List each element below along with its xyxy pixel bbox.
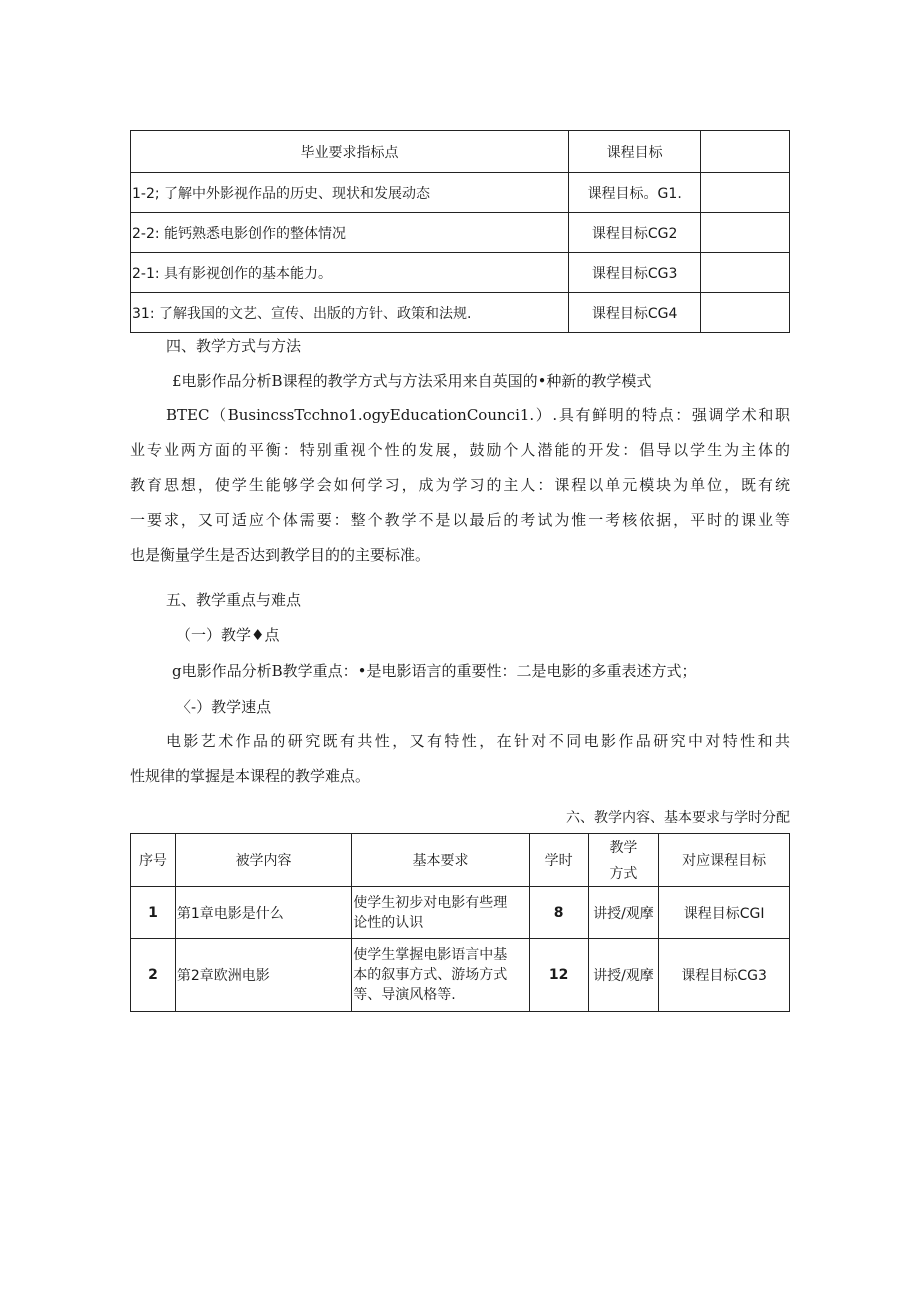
content-table xyxy=(130,833,790,1012)
req-cell xyxy=(352,887,529,939)
section5-sub2-body xyxy=(130,724,790,794)
header-indicator: 毕业要求指标点 xyxy=(131,131,569,173)
table-row xyxy=(131,253,790,293)
body-line: 一要求，又可适应个体需要：整个教学不是以最后的考试为惟一考核依据，平时的课业等 xyxy=(130,511,790,529)
body-line: BTEC（BusincssTcchno1.ogyEducationCounci1.）.具有鲜明的特点：强调学术和职 xyxy=(166,406,790,424)
section4-intro: £电影作品分析B课程的教学方式与方法采用来自英国的•种新的教学模式 xyxy=(172,372,652,390)
empty-cell xyxy=(701,213,790,253)
indicator-cell: 31: 了解我国的文艺、宣传、出版的方针、政策和法规. xyxy=(131,293,569,333)
indicator-cell: 1-2; 了解中外影视作品的历史、现状和发展动态 xyxy=(131,173,569,213)
section5-sub2: 〈-）教学速点 xyxy=(176,698,272,716)
indicator-table xyxy=(130,130,790,333)
indicator-cell: 2-2: 能钙熟悉电影创作的整体情况 xyxy=(131,213,569,253)
goal-cell: 课程目标CG3 xyxy=(568,253,700,293)
section4-heading: 四、教学方式与方法 xyxy=(166,337,302,355)
req-cell xyxy=(352,939,529,1012)
body-line: 性规律的掌握是本课程的教学难点。 xyxy=(130,767,371,785)
content-cell: 第1章电影是什么 xyxy=(175,887,351,939)
empty-cell xyxy=(701,173,790,213)
content-cell: 第2章欧洲电影 xyxy=(175,939,351,1012)
body-line: 也是衡量学生是否达到教学目的的主要标准。 xyxy=(130,546,431,564)
hours-cell: 12 xyxy=(529,939,588,1012)
goal-cell: 课程目标CG3 xyxy=(659,939,790,1012)
goal-cell: 课程目标CGI xyxy=(659,887,790,939)
header-seq: 序号 xyxy=(131,834,176,887)
seq-cell: 2 xyxy=(131,939,176,1012)
section5-sub1-text: g电影作品分析B教学重点：•是电影语言的重要性：二是电影的多重表述方式； xyxy=(172,662,697,680)
req-line: 使学生初步对电影有些理 xyxy=(353,894,508,911)
header-goal: 对应课程目标 xyxy=(659,834,790,887)
empty-cell xyxy=(701,293,790,333)
req-line: 本的叙事方式、游场方式 xyxy=(353,967,508,983)
body-line: 业专业两方面的平衡：特别重视个性的发展，鼓励个人潜能的开发：倡导以学生为主体的 xyxy=(130,441,790,459)
table-row xyxy=(131,939,790,1012)
header-method xyxy=(588,834,659,887)
header-content: 被学内容 xyxy=(175,834,351,887)
empty-cell xyxy=(701,253,790,293)
hours-cell: 8 xyxy=(529,887,588,939)
header-method-line1: 教学 xyxy=(609,840,638,856)
header-hours: 学时 xyxy=(529,834,588,887)
table-row xyxy=(131,173,790,213)
req-line: 等、导演风格等. xyxy=(353,987,456,1003)
req-line: 使学生掌握电影语言中基 xyxy=(353,947,508,963)
section5-heading: 五、教学重点与难点 xyxy=(166,591,302,609)
table-row xyxy=(131,887,790,939)
body-line: 电影艺术作品的研究既有共性，又有特性，在针对不同电影作品研究中对特性和共 xyxy=(166,732,790,750)
section5-sub1: （一）教学♦点 xyxy=(176,626,280,644)
seq-cell: 1 xyxy=(131,887,176,939)
goal-cell: 课程目标。G1. xyxy=(568,173,700,213)
req-line: 论性的认识 xyxy=(353,914,424,931)
goal-cell: 课程目标CG2 xyxy=(568,213,700,253)
table-row xyxy=(131,293,790,333)
content-table-header xyxy=(131,834,790,887)
method-cell: 讲授/观摩 xyxy=(588,887,659,939)
header-goal: 课程目标 xyxy=(568,131,700,173)
section6-heading: 六、教学内容、基本要求与学时分配 xyxy=(566,810,790,826)
header-method-line2: 方式 xyxy=(609,866,638,882)
table-row xyxy=(131,213,790,253)
header-empty xyxy=(701,131,790,173)
indicator-table-header xyxy=(131,131,790,173)
section4-body xyxy=(130,398,790,573)
method-cell: 讲授/观摩 xyxy=(588,939,659,1012)
indicator-cell: 2-1: 具有影视创作的基本能力。 xyxy=(131,253,569,293)
header-req: 基本要求 xyxy=(352,834,529,887)
body-line: 教育思想，使学生能够学会如何学习，成为学习的主人：课程以单元模块为单位，既有统 xyxy=(130,476,790,494)
goal-cell: 课程目标CG4 xyxy=(568,293,700,333)
